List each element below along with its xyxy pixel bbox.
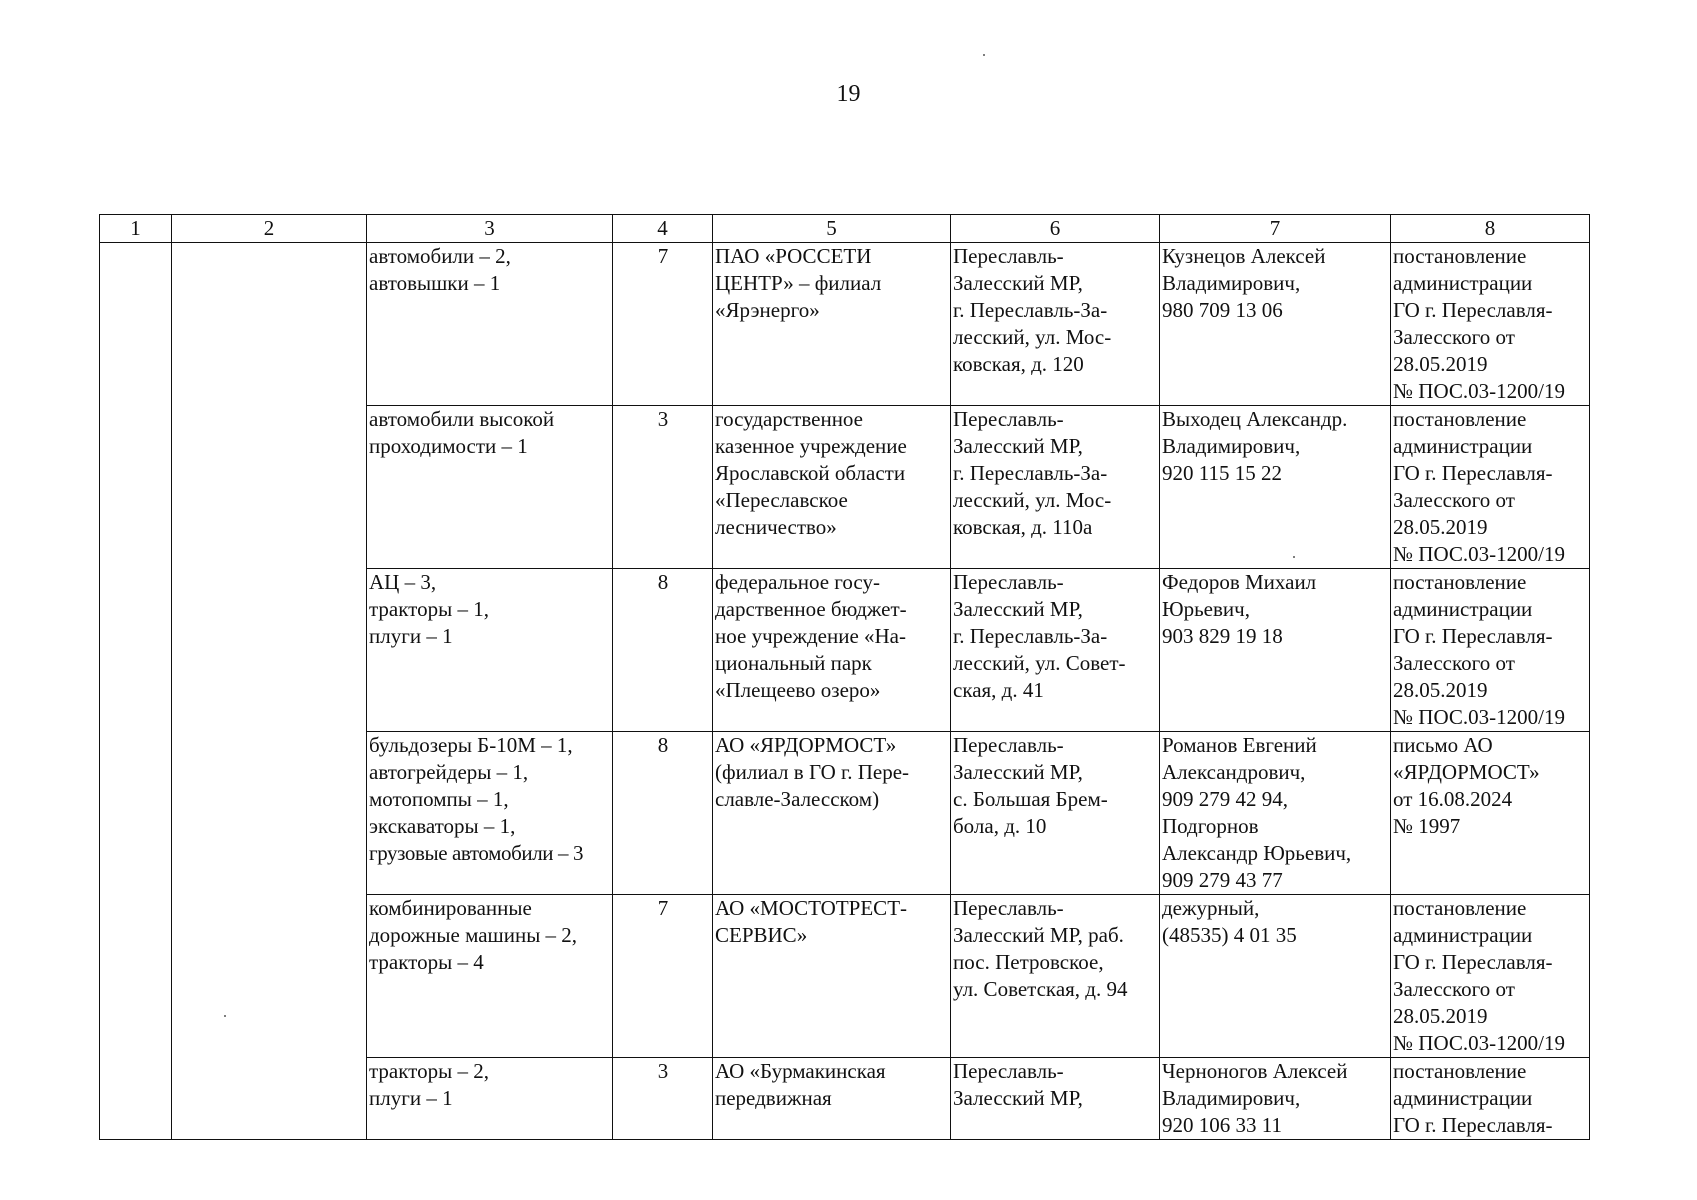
- contact-cell: Романов Евгений Александрович, 909 279 42 94, Подгорнов Александр Юрьевич, 909 279 43 77: [1160, 732, 1391, 895]
- equipment-cell: автомобили – 2, автовышки – 1: [367, 243, 613, 406]
- column-header: 6: [951, 215, 1160, 243]
- count-cell: 3: [613, 406, 713, 569]
- equipment-cell: тракторы – 2, плуги – 1: [367, 1058, 613, 1140]
- organization-cell: АО «ЯРДОРМОСТ» (филиал в ГО г. Пере- славле-Залесском): [713, 732, 951, 895]
- column-header: 4: [613, 215, 713, 243]
- organization-cell: АО «Бурмакинская передвижная: [713, 1058, 951, 1140]
- basis-cell: письмо АО «ЯРДОРМОСТ» от 16.08.2024 № 1997: [1391, 732, 1590, 895]
- address-cell: Переславль- Залесский МР, с. Большая Брем- бола, д. 10: [951, 732, 1160, 895]
- contact-cell: Федоров Михаил Юрьевич, 903 829 19 18: [1160, 569, 1391, 732]
- basis-cell: постановление администрации ГО г. Переславля- Залесского от 28.05.2019 № ПОС.03-1200/19: [1391, 406, 1590, 569]
- basis-cell: постановление администрации ГО г. Переславля- Залесского от 28.05.2019 № ПОС.03-1200/19: [1391, 243, 1590, 406]
- equipment-cell: бульдозеры Б-10М – 1, автогрейдеры – 1, мотопомпы – 1, экскаваторы – 1, грузовые автомобили – 3: [367, 732, 613, 895]
- basis-cell: постановление администрации ГО г. Переславля- Залесского от 28.05.2019 № ПОС.03-1200/19: [1391, 895, 1590, 1058]
- column-header: 1: [100, 215, 172, 243]
- column-header: 7: [1160, 215, 1391, 243]
- contact-cell: дежурный, (48535) 4 01 35: [1160, 895, 1391, 1058]
- equipment-cell: автомобили высокой проходимости – 1: [367, 406, 613, 569]
- address-cell: Переславль- Залесский МР, раб. пос. Петровское, ул. Советская, д. 94: [951, 895, 1160, 1058]
- basis-cell: постановление администрации ГО г. Переславля- Залесского от 28.05.2019 № ПОС.03-1200/19: [1391, 569, 1590, 732]
- address-cell: Переславль- Залесский МР, г. Переславль-За- лесский, ул. Мос- ковская, д. 120: [951, 243, 1160, 406]
- equipment-cell: АЦ – 3, тракторы – 1, плуги – 1: [367, 569, 613, 732]
- merged-cell-col-2: [172, 243, 367, 1140]
- organization-cell: АО «МОСТОТРЕСТ- СЕРВИС»: [713, 895, 951, 1058]
- organization-cell: ПАО «РОССЕТИ ЦЕНТР» – филиал «Ярэнерго»: [713, 243, 951, 406]
- table-row: [100, 243, 1590, 406]
- column-header: 5: [713, 215, 951, 243]
- page-number: 19: [836, 81, 861, 107]
- contact-cell: Кузнецов Алексей Владимирович, 980 709 13 06: [1160, 243, 1391, 406]
- equipment-table: [99, 214, 1590, 1140]
- count-cell: 7: [613, 895, 713, 1058]
- address-cell: Переславль- Залесский МР,: [951, 1058, 1160, 1140]
- scan-speck: [983, 54, 985, 56]
- address-cell: Переславль- Залесский МР, г. Переславль-За- лесский, ул. Совет- ская, д. 41: [951, 569, 1160, 732]
- column-header: 3: [367, 215, 613, 243]
- count-cell: 7: [613, 243, 713, 406]
- contact-cell: Черноногов Алексей Владимирович, 920 106 33 11: [1160, 1058, 1391, 1140]
- organization-cell: государственное казенное учреждение Ярославской области «Переславское лесничество»: [713, 406, 951, 569]
- count-cell: 8: [613, 732, 713, 895]
- organization-cell: федеральное госу- дарственное бюджет- ное учреждение «На- циональный парк «Плещеево озеро»: [713, 569, 951, 732]
- column-header: 8: [1391, 215, 1590, 243]
- basis-cell: постановление администрации ГО г. Переславля-: [1391, 1058, 1590, 1140]
- column-header: 2: [172, 215, 367, 243]
- count-cell: 3: [613, 1058, 713, 1140]
- contact-cell: Выходец Александр. Владимирович, 920 115 15 22: [1160, 406, 1391, 569]
- address-cell: Переславль- Залесский МР, г. Переславль-За- лесский, ул. Мос- ковская, д. 110а: [951, 406, 1160, 569]
- column-number-row: [100, 215, 1590, 243]
- merged-cell-col-1: [100, 243, 172, 1140]
- equipment-cell: комбинированные дорожные машины – 2, тракторы – 4: [367, 895, 613, 1058]
- count-cell: 8: [613, 569, 713, 732]
